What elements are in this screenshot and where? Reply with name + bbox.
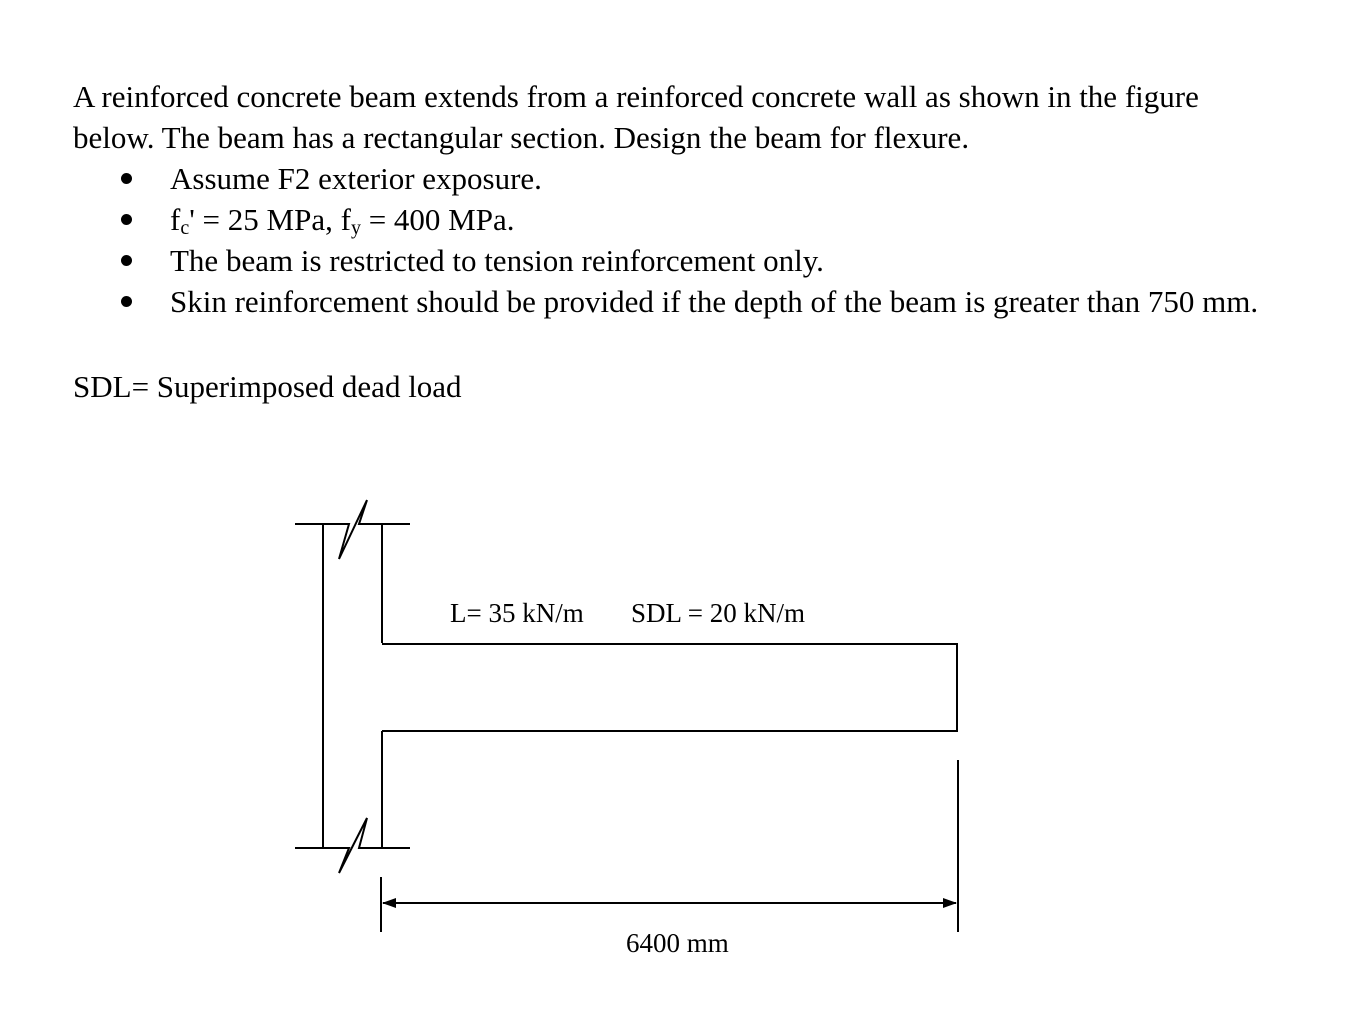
intro-line-2: below. The beam has a rectangular section. Design the beam for flexure. <box>73 120 970 155</box>
fc-symbol: f <box>170 202 181 237</box>
bullet-icon <box>121 173 132 184</box>
fy-symbol: f <box>340 202 351 237</box>
fy-subscript: y <box>350 217 361 239</box>
requirements-list <box>73 158 1333 322</box>
sdl-definition: SDL= Superimposed dead load <box>73 369 462 404</box>
intro-line-1: A reinforced concrete beam extends from a reinforced concrete wall as shown in the figure <box>73 79 1199 114</box>
tension-only-text: The beam is restricted to tension reinforcement only. <box>170 243 824 278</box>
bullet-icon <box>121 296 132 307</box>
cantilever-beam <box>382 644 957 731</box>
problem-statement <box>73 76 1333 322</box>
bullet-material-strengths <box>73 199 1333 240</box>
live-load-label: L= 35 kN/m <box>450 598 584 628</box>
fy-value: = 400 MPa. <box>360 202 515 237</box>
span-label: 6400 mm <box>626 928 729 958</box>
bullet-icon <box>121 214 132 225</box>
wall-break-top-icon <box>295 500 410 559</box>
bullet-icon <box>121 255 132 266</box>
wall-break-bottom-icon <box>295 818 410 873</box>
fc-value: ' = 25 MPa, <box>189 202 341 237</box>
bullet-exposure <box>73 158 1333 199</box>
fc-subscript: c <box>180 217 190 239</box>
skin-reinforcement-text: Skin reinforcement should be provided if the depth of the beam is greater than 750 mm. <box>170 284 1259 319</box>
bullet-tension-only <box>73 240 1333 281</box>
exposure-text: Assume F2 exterior exposure. <box>170 161 542 196</box>
concrete-wall <box>323 524 382 848</box>
span-dimension <box>381 760 958 932</box>
bullet-skin-reinforcement <box>73 281 1333 322</box>
sdl-load-label: SDL = 20 kN/m <box>631 598 805 628</box>
